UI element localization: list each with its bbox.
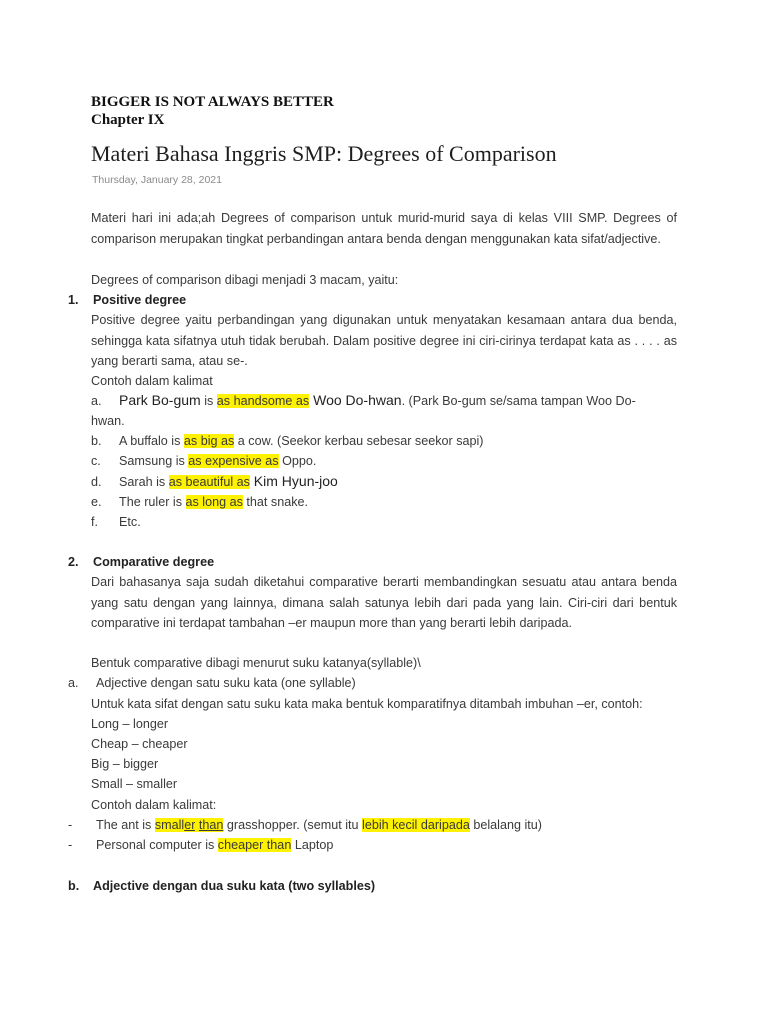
- example-text: Kim Hyun-joo: [249, 473, 338, 489]
- example-f: [91, 512, 141, 532]
- example-text: Oppo.: [278, 454, 317, 468]
- highlighted-phrase: er: [184, 818, 196, 832]
- section-number-positive: 1.: [68, 293, 79, 307]
- example-label: Contoh dalam kalimat:: [91, 798, 217, 812]
- highlighted-phrase: small: [154, 818, 185, 832]
- section-heading-comparative: Comparative degree: [93, 555, 215, 569]
- highlighted-phrase: as long as: [185, 495, 243, 509]
- comparative-example-2: [96, 835, 333, 855]
- comparative-desc-line-1: Dari bahasanya saja sudah diketahui comparative berarti membandingkan sesuatu atau antara benda: [91, 575, 677, 589]
- comparative-desc-line-3: comparative ini terdapat tambahan –er maupun more than yang berarti lebih daripada.: [91, 616, 572, 630]
- bullet-dash: -: [68, 838, 73, 852]
- intro-line-1: Materi hari ini ada;ah Degrees of comparison untuk murid-murid saya di kelas VIII SMP. Degrees of: [91, 211, 677, 225]
- example-text: Woo Do-hwan: [309, 392, 402, 408]
- comparative-forms: Bentuk comparative dibagi menurut suku katanya(syllable)\: [91, 656, 421, 670]
- comparative-example-1: [96, 815, 542, 835]
- post-date: Thursday, January 28, 2021: [92, 174, 222, 186]
- highlighted-phrase: as expensive as: [188, 454, 279, 468]
- example-b: [91, 431, 484, 451]
- intro-line-2: comparison merupakan tingkat perbandingan antara benda dengan menggunakan kata sifat/adjective.: [91, 232, 661, 246]
- example-e: [91, 492, 308, 512]
- document-heading: BIGGER IS NOT ALWAYS BETTER: [91, 94, 334, 110]
- example-text: Laptop: [291, 838, 334, 852]
- highlighted-phrase: as beautiful as: [168, 475, 250, 489]
- subsection-heading-one-syllable: Adjective dengan satu suku kata (one syllable): [96, 676, 356, 690]
- list-label: a.: [91, 394, 102, 408]
- highlighted-phrase: as big as: [183, 434, 235, 448]
- section-number-comparative: 2.: [68, 555, 79, 569]
- example-text: A buffalo is: [119, 434, 184, 448]
- word-pair: Long – longer: [91, 717, 169, 731]
- example-text: Personal computer is: [96, 838, 218, 852]
- example-text: The ant is: [96, 818, 155, 832]
- positive-desc-line-2: sehingga kata sifatnya utuh tidak berubah. Dalam positive degree ini ciri-cirinya terdapat kata as . . . . as: [91, 334, 677, 348]
- one-syllable-desc: Untuk kata sifat dengan satu suku kata maka bentuk komparatifnya ditambah imbuhan –er, contoh:: [91, 697, 643, 711]
- example-text: . (Park Bo-gum se/sama tampan Woo Do-: [401, 394, 636, 408]
- subsection-heading-two-syllables: Adjective dengan dua suku kata (two syllables): [93, 879, 376, 893]
- example-label: Contoh dalam kalimat: [91, 374, 213, 388]
- list-label: c.: [91, 454, 101, 468]
- comparative-desc-line-2: yang satu dengan yang lainnya, dimana salah satunya lebih dari pada yang lain. Ciri-ciri dari bentuk: [91, 596, 677, 610]
- example-text: Sarah is: [119, 475, 169, 489]
- example-text: a cow. (Seekor kerbau sebesar seekor sapi): [234, 434, 484, 448]
- chapter-label: Chapter IX: [91, 112, 165, 128]
- example-text: belalang itu): [469, 818, 542, 832]
- word-pair: Small – smaller: [91, 777, 178, 791]
- section-heading-positive: Positive degree: [93, 293, 187, 307]
- example-text: is: [200, 394, 217, 408]
- example-d: [91, 471, 338, 492]
- bullet-dash: -: [68, 818, 73, 832]
- list-label: b.: [91, 434, 102, 448]
- list-label: e.: [91, 495, 102, 509]
- example-text: The ruler is: [119, 495, 186, 509]
- list-label: a.: [68, 676, 79, 690]
- word-pair: Cheap – cheaper: [91, 737, 188, 751]
- list-label: b.: [68, 879, 80, 893]
- positive-desc-line-1: Positive degree yaitu perbandingan yang digunakan untuk menyatakan kesamaan antara dua benda,: [91, 313, 677, 327]
- highlighted-phrase: cheaper than: [217, 838, 292, 852]
- example-text: that snake.: [242, 495, 309, 509]
- example-text: Park Bo-gum: [119, 392, 201, 408]
- word-pair: Big – bigger: [91, 757, 159, 771]
- highlighted-phrase: than: [198, 818, 224, 832]
- example-a-continued: hwan.: [91, 414, 125, 428]
- example-c: [91, 451, 316, 471]
- example-a: [91, 390, 636, 411]
- positive-desc-line-3: yang berarti sama, atau se-.: [91, 354, 248, 368]
- highlighted-phrase: lebih kecil daripada: [362, 818, 470, 832]
- intro-divided: Degrees of comparison dibagi menjadi 3 macam, yaitu:: [91, 273, 399, 287]
- example-text: Samsung is: [119, 454, 189, 468]
- list-label: d.: [91, 475, 102, 489]
- example-text: grasshopper. (semut itu: [223, 818, 363, 832]
- highlighted-phrase: as handsome as: [216, 394, 310, 408]
- example-text: Etc.: [119, 515, 141, 529]
- list-label: f.: [91, 515, 98, 529]
- page-title: Materi Bahasa Inggris SMP: Degrees of Comparison: [91, 141, 557, 166]
